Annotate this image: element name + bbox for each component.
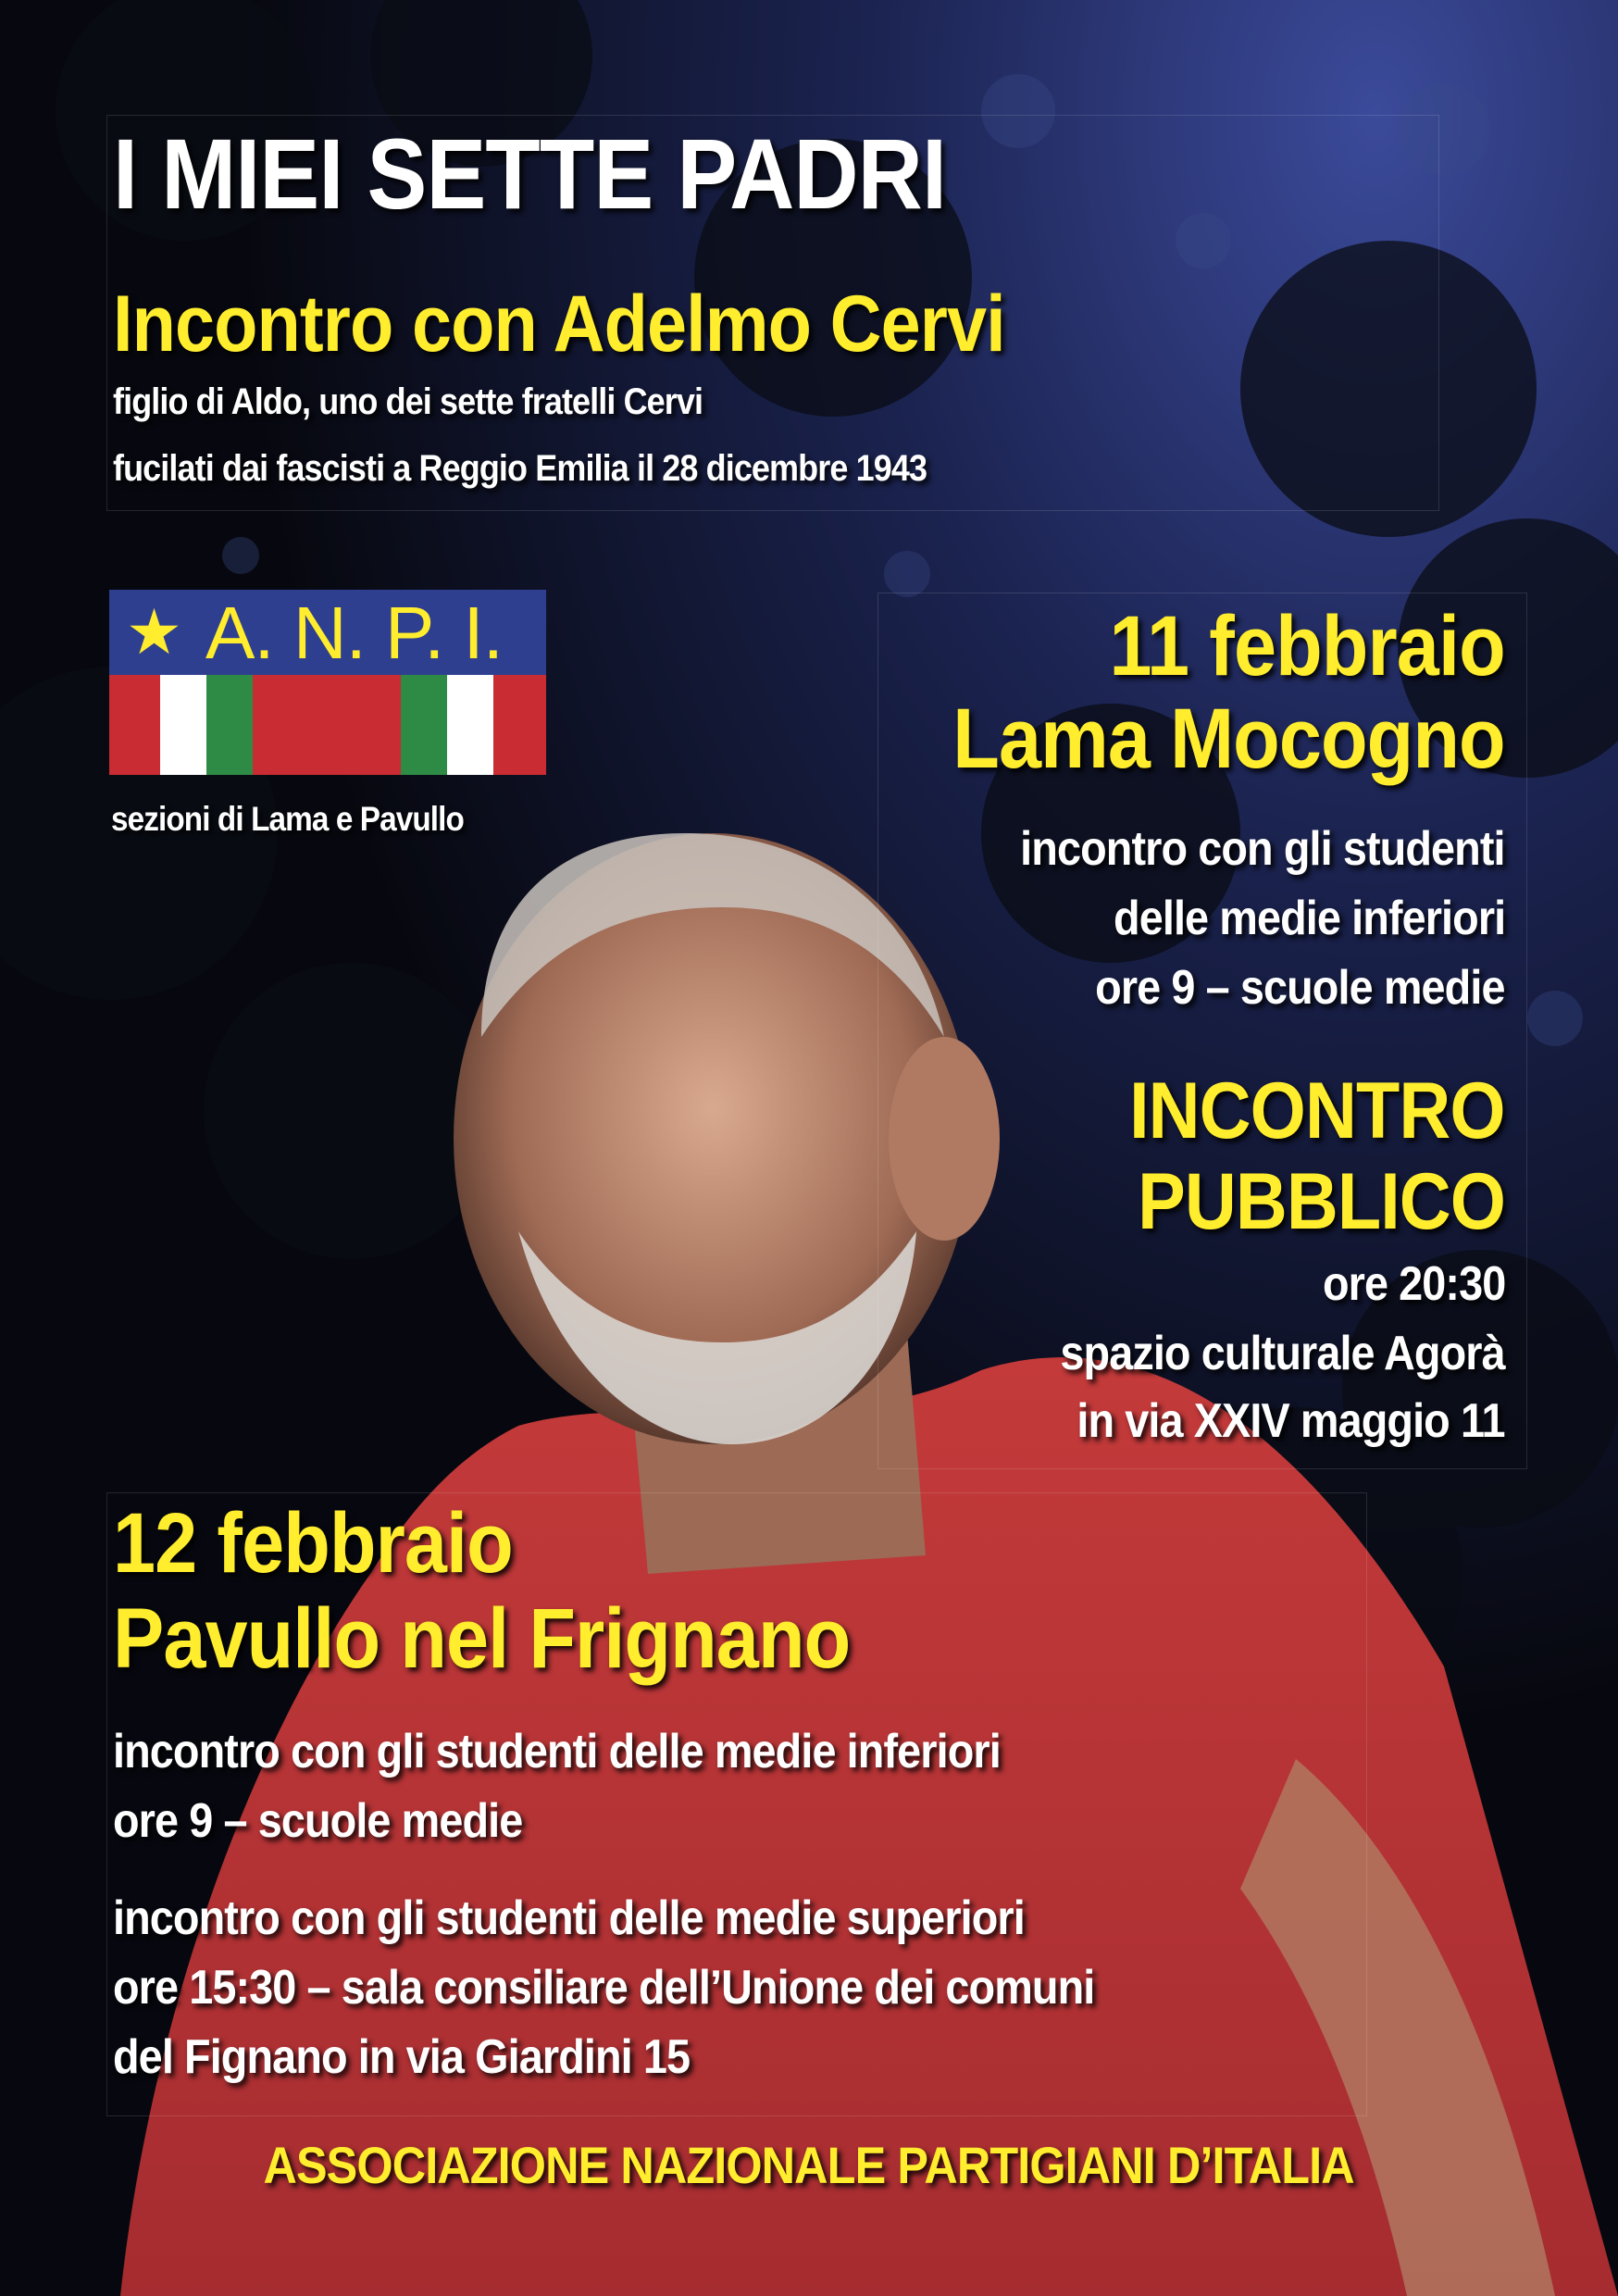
poster-subtitle: Incontro con Adelmo Cervi	[113, 280, 1005, 368]
flag-stripe-green	[401, 675, 447, 775]
anpi-flag-stripes	[109, 675, 546, 775]
anpi-logo-text: A. N. P. I.	[205, 592, 503, 674]
event-2-line-2: ore 9 – scuole medie	[113, 1794, 523, 1848]
poster-title: I MIEI SETTE PADRI	[113, 118, 947, 230]
event-2-line-3: incontro con gli studenti delle medie superiori	[113, 1891, 1025, 1945]
anpi-logo	[109, 590, 546, 775]
event-1-line-6: in via XXIV maggio 11	[1077, 1394, 1505, 1448]
subtitle-description-line-1: figlio di Aldo, uno dei sette fratelli Cervi	[113, 381, 703, 422]
event-1-line-3: ore 9 – scuole medie	[1095, 961, 1505, 1015]
anpi-logo-banner	[109, 590, 546, 675]
event-2-place: Pavullo nel Frignano	[113, 1591, 851, 1686]
flag-stripe-white	[160, 675, 206, 775]
flag-stripe-green	[206, 675, 253, 775]
event-1-line-1: incontro con gli studenti	[1020, 822, 1505, 876]
subtitle-description-line-2: fucilati dai fascisti a Reggio Emilia il 28 dicembre 1943	[113, 448, 927, 489]
event-1-date: 11 febbraio	[1109, 599, 1505, 693]
event-2-line-5: del Fignano in via Giardini 15	[113, 2030, 691, 2084]
event-1-line-5: spazio culturale Agorà	[1060, 1327, 1505, 1380]
event-1-public-heading-2: PUBBLICO	[1138, 1157, 1505, 1246]
event-2-line-4: ore 15:30 – sala consiliare dell’Unione dei comuni	[113, 1961, 1095, 2015]
flag-stripe-white	[447, 675, 493, 775]
star-icon: ★	[126, 597, 182, 668]
event-1-public-heading-1: INCONTRO	[1129, 1067, 1505, 1155]
event-1-place: Lama Mocogno	[952, 692, 1505, 786]
event-1-line-2: delle medie inferiori	[1113, 892, 1505, 945]
event-2-date: 12 febbraio	[113, 1496, 513, 1591]
event-1-line-4: ore 20:30	[1322, 1257, 1505, 1311]
event-2-line-1: incontro con gli studenti delle medie inferiori	[113, 1725, 1001, 1778]
footer-text: ASSOCIAZIONE NAZIONALE PARTIGIANI D’ITALIA	[263, 2136, 1355, 2194]
footer-organization	[0, 2134, 1618, 2197]
anpi-caption: sezioni di Lama e Pavullo	[111, 800, 464, 838]
